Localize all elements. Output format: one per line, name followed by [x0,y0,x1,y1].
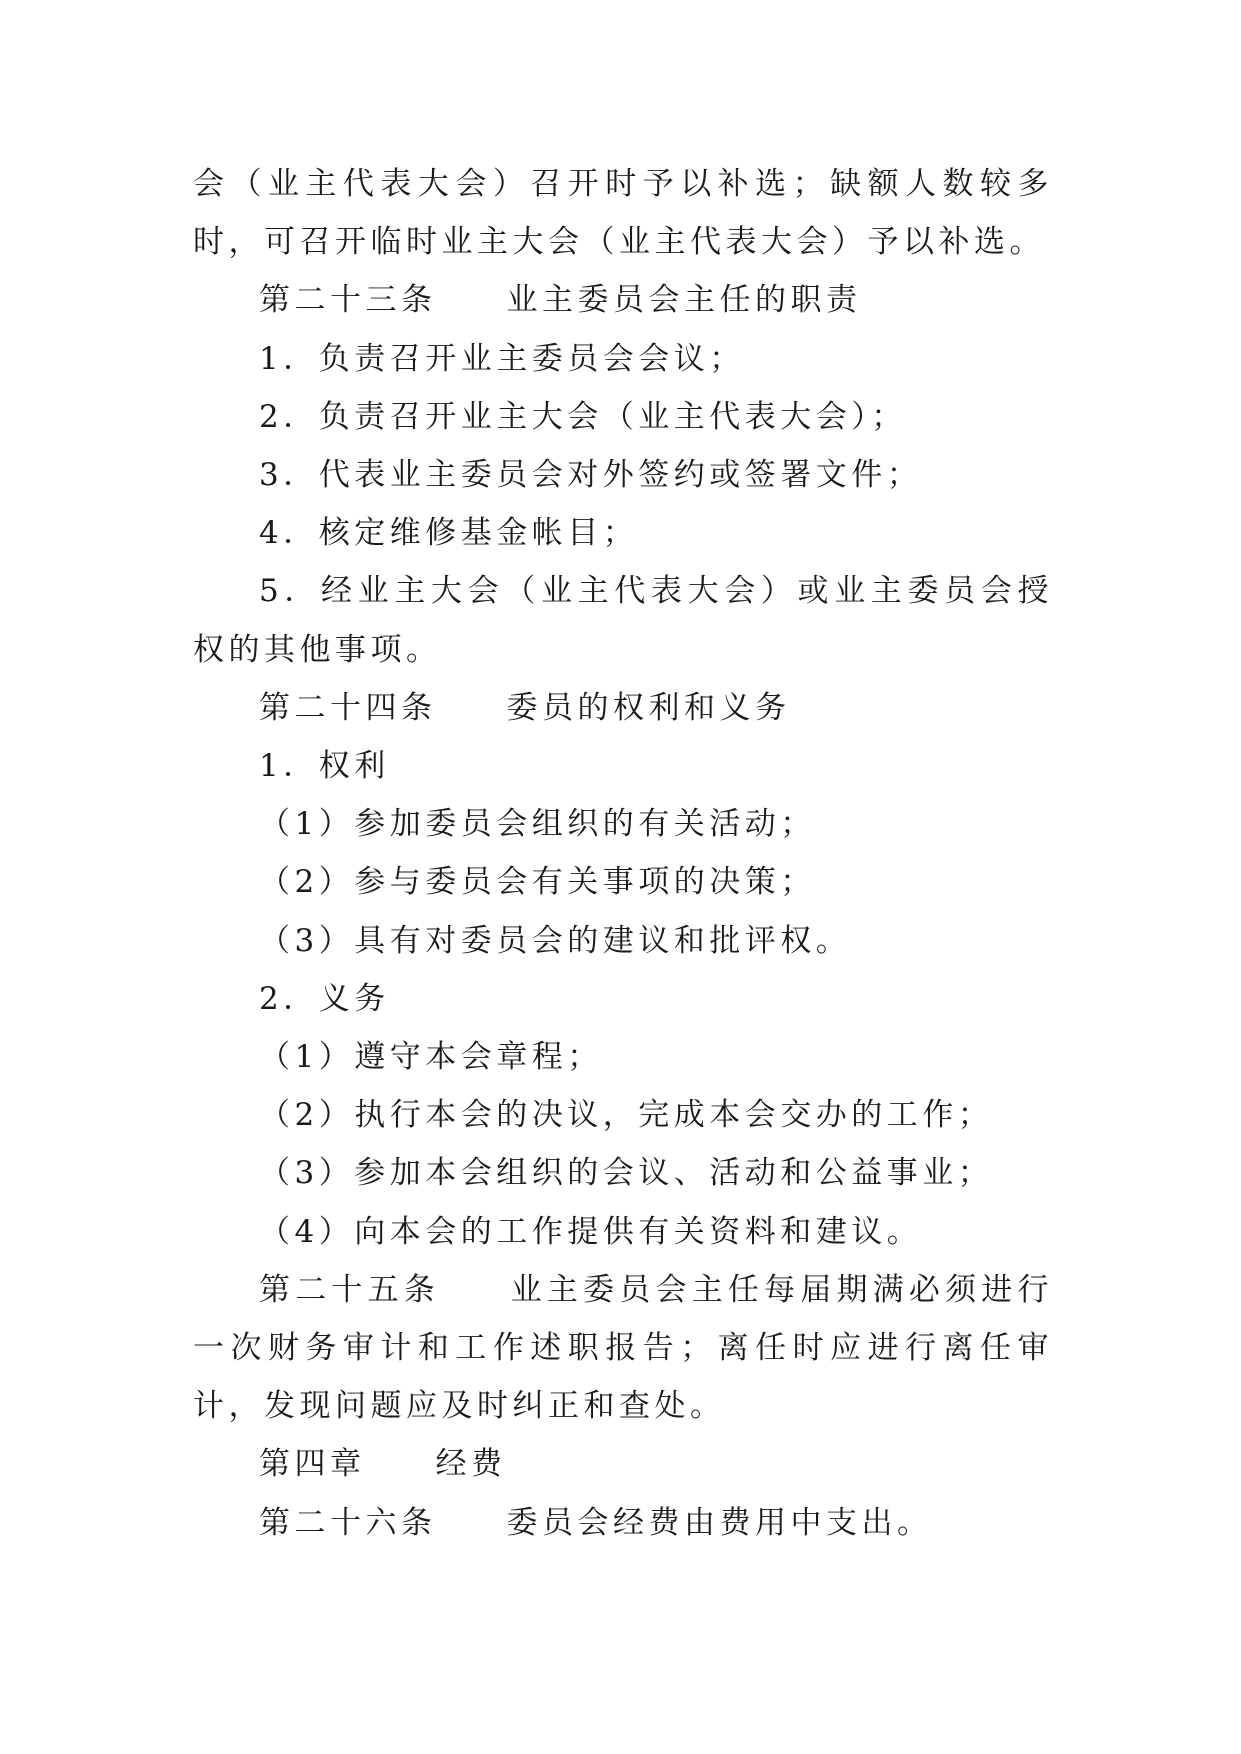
list-item-text: （1）参加委员会组织的有关活动； [259,806,816,843]
list-item [193,388,1053,446]
list-item [193,446,1053,504]
subsection-heading [193,970,1053,1028]
list-item-text: （3）具有对委员会的建议和批评权。 [259,922,852,959]
article-number: 第二十六条 [259,1504,437,1541]
list-item-text: （4）向本会的工作提供有关资料和建议。 [259,1213,923,1250]
article-25-paragraph [193,1261,1053,1436]
article-text: 委员会经费由费用中支出。 [506,1504,933,1541]
list-item [193,1203,1053,1261]
list-item [193,562,1053,678]
article-number: 第二十三条 [259,282,437,319]
list-item-text: 4．核定维修基金帐目； [259,515,639,552]
subsection-heading [193,737,1053,795]
list-item-text: （3）参加本会组织的会议、活动和公益事业； [259,1155,994,1192]
list-item [193,853,1053,911]
list-item [193,1144,1053,1202]
subsection-text: 1．权利 [259,748,390,785]
list-item-text: （2）执行本会的决议，完成本会交办的工作； [259,1097,994,1134]
document-body [193,155,1053,1552]
paragraph-text: 会（业主代表大会）召开时予以补选；缺额人数较多时，可召开临时业主大会（业主代表大会）予以补选。 [193,166,1053,261]
list-item [193,1086,1053,1144]
list-item [193,795,1053,853]
article-number: 第二十四条 [259,689,437,726]
article-number: 第二十五条 [259,1271,440,1308]
list-item [193,1028,1053,1086]
chapter-4-heading [193,1435,1053,1493]
article-title: 业主委员会主任的职责 [506,282,862,319]
list-item-text: 2．负责召开业主大会（业主代表大会）； [259,398,907,435]
list-item-text: （1）遵守本会章程； [259,1039,603,1076]
subsection-text: 2．义务 [259,980,390,1017]
list-item [193,504,1053,562]
chapter-title: 经费 [435,1446,507,1483]
list-item-text: 1．负责召开业主委员会会议； [259,340,745,377]
list-item-text: 5．经业主大会（业主代表大会）或业主委员会授权的其他事项。 [193,573,1053,668]
list-item [193,912,1053,970]
list-item-text: （2）参与委员会有关事项的决策； [259,864,816,901]
list-item [193,330,1053,388]
article-26-paragraph [193,1494,1053,1552]
list-item-text: 3．代表业主委员会对外签约或签署文件； [259,457,923,494]
article-24-heading [193,679,1053,737]
article-23-heading [193,271,1053,329]
chapter-number: 第四章 [259,1446,366,1483]
paragraph-continuation [193,155,1053,271]
article-text: 业主委员会主任每届期满必须进行一次财务审计和工作述职报告；离任时应进行离任审计，发现问题应及时纠正和查处。 [193,1271,1053,1425]
article-title: 委员的权利和义务 [506,689,791,726]
